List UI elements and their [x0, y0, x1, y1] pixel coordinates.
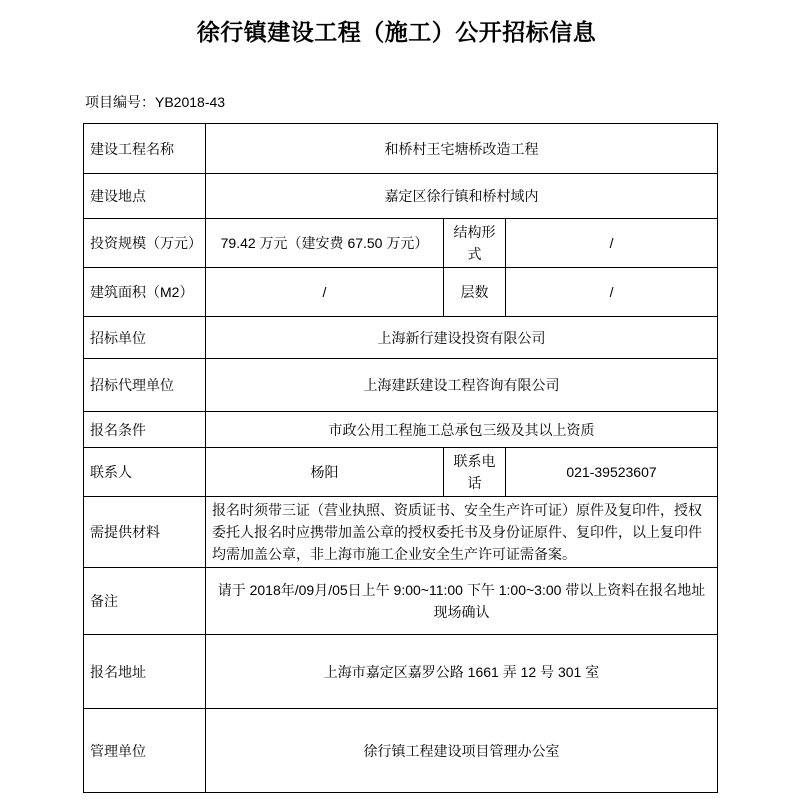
- floor-area-label: 建筑面积（M2）: [84, 268, 206, 317]
- table-row: [84, 174, 718, 219]
- contact-person-label: 联系人: [84, 448, 206, 497]
- project-name-label: 建设工程名称: [84, 124, 206, 174]
- structure-type-label: 结构形式: [444, 219, 506, 268]
- structure-type-value: /: [506, 219, 718, 268]
- registration-address-value: 上海市嘉定区嘉罗公路 1661 弄 12 号 301 室: [206, 635, 718, 709]
- table-row: [84, 497, 718, 568]
- floors-value: /: [506, 268, 718, 317]
- required-materials-value: 报名时须带三证（营业执照、资质证书、安全生产许可证）原件及复印件，授权委托人报名时应携带加盖公章的授权委托书及身份证原件、复印件，以上复印件均需加盖公章，非上海市施工企业安全生产许可证需备案。: [206, 497, 718, 568]
- required-materials-label: 需提供材料: [84, 497, 206, 568]
- management-unit-label: 管理单位: [84, 709, 206, 793]
- contact-phone-value: 021-39523607: [506, 448, 718, 497]
- table-row: [84, 709, 718, 793]
- table-row: [84, 124, 718, 174]
- remarks-label: 备注: [84, 568, 206, 635]
- contact-person-value: 杨阳: [206, 448, 444, 497]
- investment-label: 投资规模（万元）: [84, 219, 206, 268]
- table-row: [84, 448, 718, 497]
- table-row: [84, 635, 718, 709]
- floors-label: 层数: [444, 268, 506, 317]
- location-label: 建设地点: [84, 174, 206, 219]
- tendering-unit-label: 招标单位: [84, 317, 206, 359]
- table-row: [84, 359, 718, 412]
- registration-condition-label: 报名条件: [84, 412, 206, 448]
- bidding-info-table: [83, 123, 718, 793]
- management-unit-value: 徐行镇工程建设项目管理办公室: [206, 709, 718, 793]
- page-title: 徐行镇建设工程（施工）公开招标信息: [196, 19, 597, 46]
- registration-address-label: 报名地址: [84, 635, 206, 709]
- table-row: [84, 412, 718, 448]
- table-row: [84, 317, 718, 359]
- tendering-unit-value: 上海新行建设投资有限公司: [206, 317, 718, 359]
- project-number: 项目编号：YB2018-43: [85, 94, 226, 110]
- project-name-value: 和桥村王宅塘桥改造工程: [206, 124, 718, 174]
- table-row: [84, 568, 718, 635]
- contact-phone-label: 联系电话: [444, 448, 506, 497]
- registration-condition-value: 市政公用工程施工总承包三级及其以上资质: [206, 412, 718, 448]
- floor-area-value: /: [206, 268, 444, 317]
- remarks-value: 请于 2018年/09月/05日上午 9:00~11:00 下午 1:00~3:00 带以上资料在报名地址现场确认: [206, 568, 718, 635]
- location-value: 嘉定区徐行镇和桥村域内: [206, 174, 718, 219]
- table-row: [84, 219, 718, 268]
- tender-agency-label: 招标代理单位: [84, 359, 206, 412]
- investment-value: 79.42 万元（建安费 67.50 万元）: [206, 219, 444, 268]
- tender-agency-value: 上海建跃建设工程咨询有限公司: [206, 359, 718, 412]
- table-row: [84, 268, 718, 317]
